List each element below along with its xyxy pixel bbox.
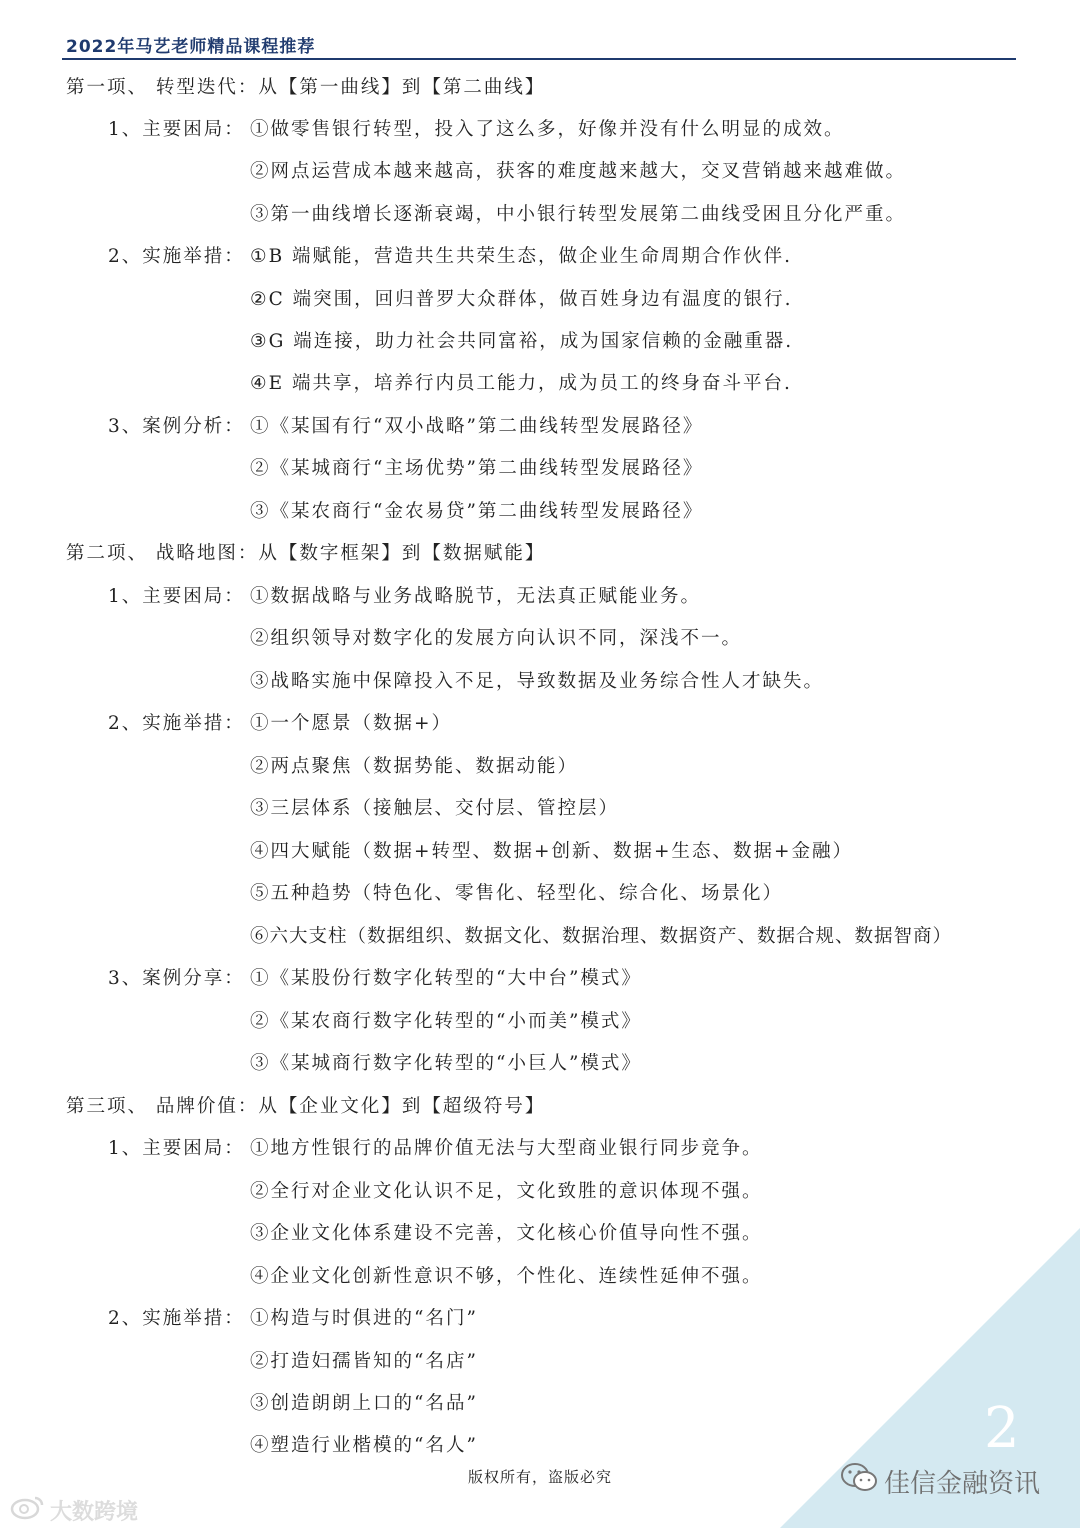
list-item: ④E 端共享，培养行内员工能力，成为员工的终身奋斗平台. [250, 373, 792, 394]
list-item: ③第一曲线增长逐渐衰竭，中小银行转型发展第二曲线受困且分化严重。 [250, 204, 907, 225]
section-heading: 第二项、 战略地图：从【数字框架】到【数据赋能】 [66, 543, 546, 564]
list-item: ②打造妇孺皆知的“名店” [250, 1351, 478, 1372]
section-heading: 第三项、 品牌价值：从【企业文化】到【超级符号】 [66, 1096, 546, 1117]
list-item: ①地方性银行的品牌价值无法与大型商业银行同步竞争。 [250, 1138, 763, 1159]
list-item: ②全行对企业文化认识不足，文化致胜的意识体现不强。 [250, 1181, 763, 1202]
wechat-icon [840, 1462, 878, 1501]
footer-copyright: 版权所有，盗版必究 [467, 1468, 612, 1486]
header-title: 2022年马艺老师精品课程推荐 [66, 37, 316, 57]
group-label: 3、案例分析： [108, 416, 245, 437]
group-label: 2、实施举措： [108, 246, 245, 267]
group-label: 3、案例分享： [108, 968, 245, 989]
list-item: ④四大赋能（数据+转型、数据+创新、数据+生态、数据+金融） [250, 841, 854, 862]
list-item: ①《某股份行数字化转型的“大中台”模式》 [250, 968, 642, 989]
section-heading: 第一项、 转型迭代：从【第一曲线】到【第二曲线】 [66, 77, 546, 98]
list-item: ②《某农商行数字化转型的“小而美”模式》 [250, 1011, 642, 1032]
group-label: 1、主要困局： [108, 1138, 245, 1159]
list-item: ③创造朗朗上口的“名品” [250, 1393, 478, 1414]
list-item: ⑤五种趋势（特色化、零售化、轻型化、综合化、场景化） [250, 883, 784, 904]
watermark-right [840, 1462, 1040, 1501]
list-item: ③三层体系（接触层、交付层、管控层） [250, 798, 620, 819]
list-item: ③战略实施中保障投入不足，导致数据及业务综合性人才缺失。 [250, 671, 825, 692]
list-item: ④塑造行业楷模的“名人” [250, 1435, 478, 1456]
page-number: 2 [984, 1396, 1020, 1461]
header-rule [62, 58, 1016, 60]
watermark-right-text: 佳信金融资讯 [884, 1469, 1041, 1499]
group-label: 2、实施举措： [108, 1308, 245, 1329]
list-item: ①《某国有行“双小战略”第二曲线转型发展路径》 [250, 416, 704, 437]
list-item: ①数据战略与业务战略脱节，无法真正赋能业务。 [250, 586, 702, 607]
watermark-left-text: 大数跨境 [50, 1499, 139, 1525]
group-label: 1、主要困局： [108, 586, 245, 607]
group-label: 1、主要困局： [108, 119, 245, 140]
list-item: ②组织领导对数字化的发展方向认识不同，深浅不一。 [250, 628, 743, 649]
list-item: ②《某城商行“主场优势”第二曲线转型发展路径》 [250, 458, 704, 479]
list-item: ③企业文化体系建设不完善，文化核心价值导向性不强。 [250, 1223, 763, 1244]
list-item: ⑥六大支柱（数据组织、数据文化、数据治理、数据资产、数据合规、数据智商） [250, 926, 953, 947]
list-item: ③《某农商行“金农易贷”第二曲线转型发展路径》 [250, 501, 704, 522]
list-item: ③《某城商行数字化转型的“小巨人”模式》 [250, 1053, 642, 1074]
list-item: ②两点聚焦（数据势能、数据动能） [250, 756, 579, 777]
weibo-icon [10, 1494, 46, 1526]
list-item: ①一个愿景（数据+） [250, 713, 453, 734]
list-item: ④企业文化创新性意识不够，个性化、连续性延伸不强。 [250, 1266, 763, 1287]
list-item: ①做零售银行转型，投入了这么多，好像并没有什么明显的成效。 [250, 119, 845, 140]
group-label: 2、实施举措： [108, 713, 245, 734]
list-item: ③G 端连接，助力社会共同富裕，成为国家信赖的金融重器. [250, 331, 794, 352]
list-item: ①B 端赋能，营造共生共荣生态，做企业生命周期合作伙伴. [250, 246, 792, 267]
list-item: ②C 端突围，回归普罗大众群体，做百姓身边有温度的银行. [250, 289, 793, 310]
watermark-left [10, 1494, 138, 1526]
list-item: ①构造与时俱进的“名门” [250, 1308, 478, 1329]
list-item: ②网点运营成本越来越高，获客的难度越来越大，交叉营销越来越难做。 [250, 161, 907, 182]
